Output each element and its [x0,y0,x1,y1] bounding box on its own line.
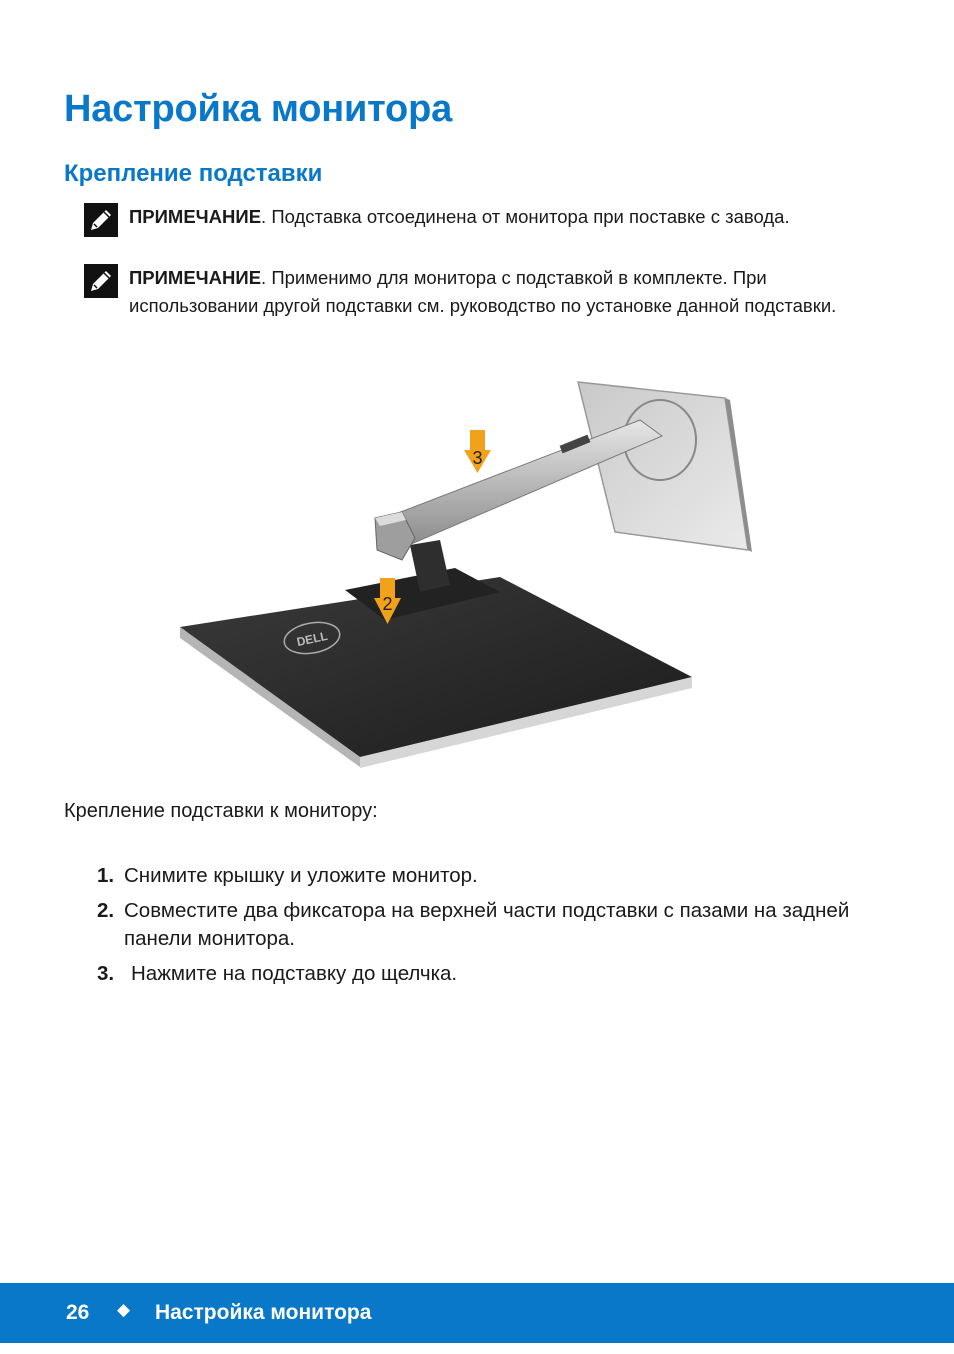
note-pencil-icon [84,203,118,237]
steps-list [97,862,877,995]
step-number: 1. [97,864,115,887]
callout-arrow-3 [464,430,491,473]
step-number: 2. [97,899,115,922]
dell-logo: DELL [295,628,329,650]
note-text: . Подставка отсоединена от монитора при поставке с завода. [261,206,790,227]
section-heading: Крепление подставки [64,160,323,187]
page-title: Настройка монитора [64,88,453,130]
list-item [97,862,877,890]
diamond-separator-icon: ◆ [117,1300,131,1319]
page-number: 26 [66,1301,90,1324]
step-text: Совместите два фиксатора на верхней части подставки с пазами на задней панели монитора. [124,899,850,950]
note-text: . Применимо для монитора с подставкой в комплекте. При использовании другой подставки см. руководство по установке данной подставки. [129,267,837,316]
page-footer [0,1283,954,1343]
list-item [97,960,877,988]
note-1 [84,203,854,263]
callout-number: 2 [382,594,393,614]
step-text: Снимите крышку и уложите монитор. [124,864,478,887]
note-label: ПРИМЕЧАНИЕ [129,267,262,288]
monitor-panel [578,382,752,552]
footer-title: Настройка монитора [155,1301,372,1324]
note-pencil-icon [84,264,118,298]
callout-number: 3 [472,448,483,468]
note-label: ПРИМЕЧАНИЕ [129,206,262,227]
step-text: Нажмите на подставку до щелчка. [131,962,458,985]
stand-illustration [170,370,760,780]
note-2 [84,264,854,354]
intro-text: Крепление подставки к монитору: [64,800,378,822]
step-number: 3. [97,962,115,985]
list-item [97,897,877,953]
